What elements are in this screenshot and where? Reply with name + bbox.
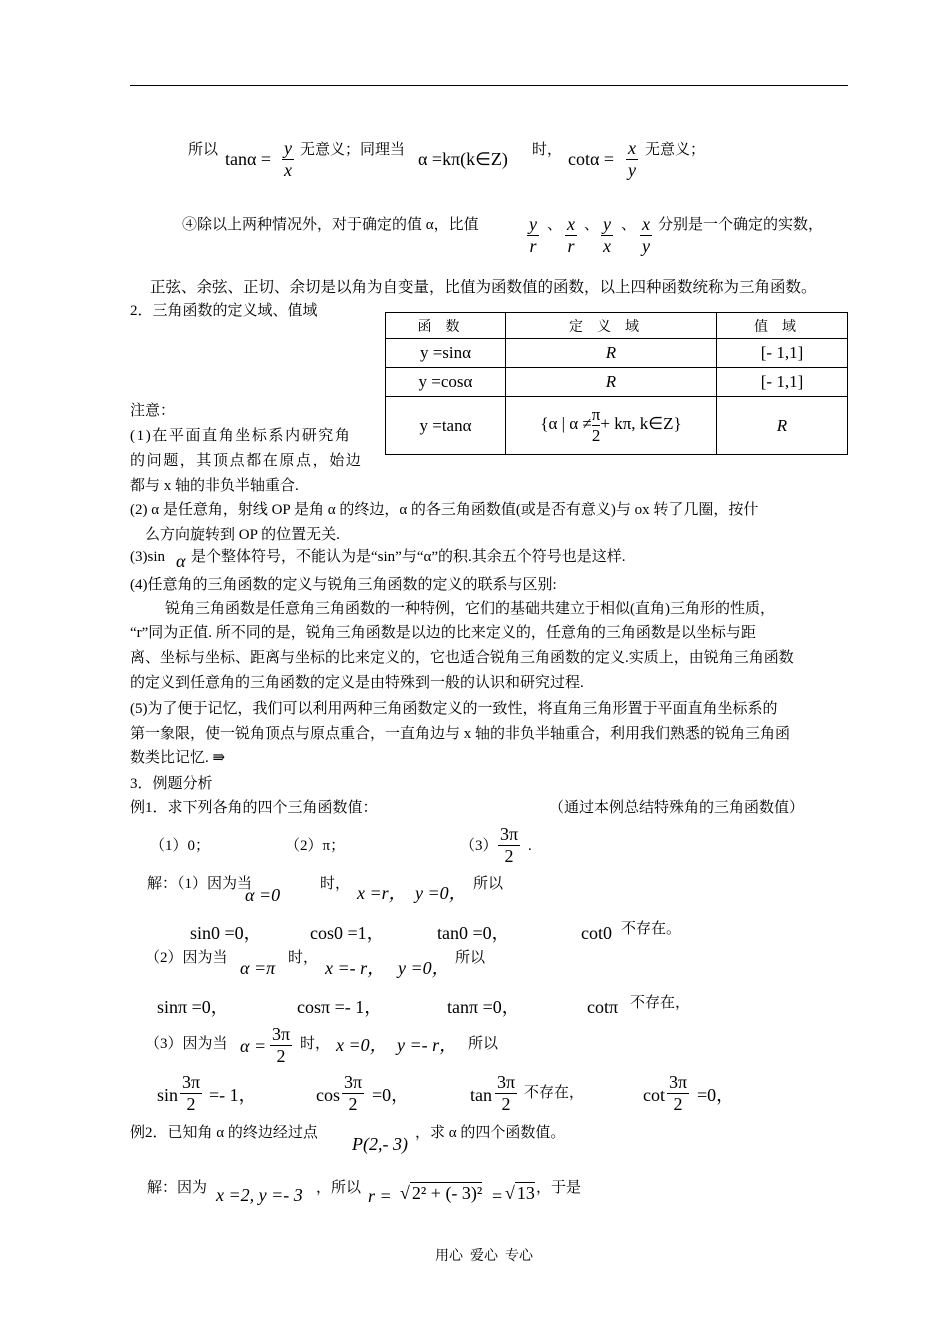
math: cosπ =- 1， bbox=[297, 997, 383, 1017]
fraction bbox=[640, 214, 652, 256]
table-header: 值域 bbox=[717, 313, 848, 339]
summary: 正弦、余弦、正切、余切是以角为自变量，比值为函数值的函数，以上四种函数统称为三角函数。 bbox=[150, 279, 817, 296]
denominator: y bbox=[628, 159, 636, 180]
range-cell: [- 1,1] bbox=[717, 339, 848, 368]
math: sin0 =0， bbox=[190, 923, 262, 943]
note-line: 离、坐标与坐标、距离与坐标的比来定义的，它也适合锐角三角函数的定义.实质上，由锐角三角函数 bbox=[130, 650, 794, 666]
text: 分别是一个确定的实数， bbox=[658, 217, 824, 233]
math: y =- r， bbox=[397, 1035, 458, 1055]
text: 时， bbox=[300, 1036, 331, 1052]
denominator: r bbox=[529, 235, 537, 256]
math: α = bbox=[240, 1036, 267, 1056]
radical: √ 13 bbox=[505, 1183, 535, 1203]
text: 时， bbox=[288, 950, 319, 966]
note-line: 锐角三角函数是任意角三角函数的一种特例，它们的基础共建立于相似(直角)三角形的性质， bbox=[165, 601, 775, 617]
note-line: 是个整体符号，不能认为是“sin”与“α”的积.其余五个符号也是这样. bbox=[191, 549, 626, 565]
text: 解：（1）因为当 bbox=[147, 876, 253, 892]
header-rule bbox=[130, 85, 848, 86]
footer: 用心 爱心 专心 bbox=[435, 1249, 533, 1264]
note-line: 都与 x 轴的非负半轴重合. bbox=[130, 478, 299, 494]
note-title: 注意： bbox=[130, 403, 176, 419]
math: x =- r， bbox=[325, 958, 386, 978]
numerator: y bbox=[284, 138, 292, 158]
text: 解：因为 bbox=[147, 1180, 208, 1196]
text: ④除以上两种情况外，对于确定的值 α，比值 bbox=[182, 217, 479, 233]
note-line: 的定义到任意角的三角函数的定义是由特殊到一般的认识和研究过程. bbox=[130, 675, 584, 691]
numerator: 3π bbox=[182, 1072, 201, 1092]
section-heading: 3．例题分析 bbox=[130, 776, 213, 792]
denominator: 2 bbox=[186, 1093, 196, 1114]
math-alpha: α =kπ(k∈Z) bbox=[418, 149, 508, 169]
math: cotπ bbox=[587, 997, 619, 1017]
table-header: 函数 bbox=[386, 313, 506, 339]
domain-text: {α | α ≠ bbox=[540, 414, 592, 434]
function-cell: y =sinα bbox=[386, 339, 506, 368]
domain-cell bbox=[506, 397, 717, 455]
part: （3） bbox=[460, 838, 498, 854]
fraction bbox=[342, 1072, 364, 1114]
note-line: (1)在平面直角坐标系内研究角 bbox=[130, 428, 352, 444]
text: 不存在， bbox=[630, 995, 691, 1011]
numerator: y bbox=[603, 214, 611, 234]
example-title: 例2．已知角 α 的终边经过点 bbox=[130, 1125, 318, 1141]
text: 时， bbox=[532, 142, 563, 158]
example-note: （通过本例总结特殊角的三角函数值） bbox=[549, 800, 805, 816]
fraction bbox=[626, 138, 638, 180]
denominator: 2 bbox=[348, 1093, 358, 1114]
note-line: 第一象限，使一锐角顶点与原点重合，一直角边与 x 轴的非负半轴重合，利用我们熟悉的锐角三角函 bbox=[130, 726, 791, 742]
math: y =0， bbox=[398, 958, 450, 978]
fraction bbox=[667, 1072, 689, 1114]
math: cot bbox=[643, 1085, 665, 1105]
note-line: “r”同为正值. 所不同的是，锐角三角函数是以边的比来定义的，任意角的三角函数是以坐标与距 bbox=[130, 625, 756, 641]
numerator: 3π bbox=[500, 824, 519, 844]
denominator: 2 bbox=[504, 845, 514, 866]
table-header: 定义域 bbox=[506, 313, 717, 339]
denominator: x bbox=[284, 159, 292, 180]
math: tan bbox=[470, 1085, 492, 1105]
numerator: x bbox=[642, 214, 650, 234]
domain-range-table bbox=[385, 312, 848, 455]
denominator: y bbox=[642, 235, 650, 256]
text: （3）因为当 bbox=[145, 1036, 228, 1052]
note-sym: (3)sin bbox=[130, 549, 165, 565]
denominator: 2 bbox=[673, 1093, 683, 1114]
math: = bbox=[492, 1186, 503, 1206]
math: sin bbox=[157, 1085, 179, 1105]
math: y =0， bbox=[415, 883, 467, 903]
fraction bbox=[270, 1024, 292, 1066]
math: cos0 =1， bbox=[310, 923, 385, 943]
text: 无意义； bbox=[645, 142, 706, 158]
fraction bbox=[498, 824, 520, 866]
math: x =2, y =- 3 bbox=[216, 1185, 303, 1205]
numerator: x bbox=[567, 214, 575, 234]
note-line: 数类比记忆. ⇛ bbox=[130, 750, 226, 766]
text: （2）因为当 bbox=[145, 950, 228, 966]
math-cot: cotα = bbox=[568, 149, 615, 169]
text: 所以 bbox=[473, 876, 504, 892]
text: . bbox=[528, 838, 532, 854]
example-title: 例1．求下列各角的四个三角函数值： bbox=[130, 800, 378, 816]
denominator: r bbox=[567, 235, 575, 256]
radicand: 13 bbox=[516, 1183, 535, 1203]
radical: √ 2² + (- 3)² bbox=[400, 1183, 483, 1203]
numerator: π bbox=[591, 405, 601, 425]
math: =0， bbox=[372, 1085, 410, 1105]
text: 无意义；同理当 bbox=[300, 142, 406, 158]
note-line: (2) α 是任意角，射线 OP 是角 α 的终边，α 的各三角函数值(或是否有意义)与 ox 转了几圈，按什 bbox=[130, 502, 759, 518]
denominator: 2 bbox=[591, 426, 601, 445]
range-cell: [- 1,1] bbox=[717, 368, 848, 397]
fraction bbox=[565, 214, 577, 256]
numerator: 3π bbox=[669, 1072, 688, 1092]
text: ，于是 bbox=[536, 1180, 582, 1196]
fraction bbox=[601, 214, 613, 256]
range-cell: R bbox=[717, 397, 848, 455]
fraction bbox=[495, 1072, 517, 1114]
math: tanπ =0， bbox=[447, 997, 520, 1017]
text: 所以 bbox=[468, 1036, 499, 1052]
text: 所以 bbox=[188, 142, 219, 158]
denominator: x bbox=[603, 235, 611, 256]
radicand: 2² + (- 3)² bbox=[411, 1183, 483, 1203]
math-tan: tanα = bbox=[225, 149, 272, 169]
note-line: (4)任意角的三角函数的定义与锐角三角函数的定义的联系与区别: bbox=[130, 577, 557, 593]
function-cell: y =cosα bbox=[386, 368, 506, 397]
domain-text: + kπ, k∈Z} bbox=[600, 414, 682, 434]
text: 不存在。 bbox=[621, 921, 682, 937]
math: x =0， bbox=[336, 1035, 388, 1055]
numerator: x bbox=[628, 138, 636, 158]
math: α =0 bbox=[245, 885, 281, 905]
numerator: y bbox=[529, 214, 537, 234]
part: （1）0； bbox=[150, 838, 211, 854]
separator: 、 bbox=[621, 217, 637, 233]
table-row bbox=[386, 397, 848, 455]
math: α =π bbox=[240, 958, 276, 978]
function-cell: y =tanα bbox=[386, 397, 506, 455]
section-heading: 2．三角函数的定义域、值域 bbox=[130, 303, 318, 319]
numerator: 3π bbox=[344, 1072, 363, 1092]
part: （2）π； bbox=[285, 838, 346, 854]
math: =- 1， bbox=[209, 1085, 257, 1105]
math: tan0 =0， bbox=[437, 923, 510, 943]
note-line: (5)为了便于记忆，我们可以利用两种三角函数定义的一致性，将直角三角形置于平面直角坐标系的 bbox=[130, 701, 778, 717]
math-point: P(2,- 3) bbox=[352, 1134, 408, 1154]
domain-cell: R bbox=[506, 339, 717, 368]
math: r = bbox=[368, 1186, 392, 1206]
text: 不存在， bbox=[524, 1085, 585, 1101]
table-row bbox=[386, 368, 848, 397]
text: ，所以 bbox=[316, 1180, 362, 1196]
math: cos bbox=[316, 1085, 340, 1105]
separator: 、 bbox=[584, 217, 600, 233]
math: =0， bbox=[697, 1085, 735, 1105]
math: sinπ =0， bbox=[157, 997, 229, 1017]
denominator: 2 bbox=[276, 1045, 286, 1066]
fraction bbox=[282, 138, 294, 180]
math: x =r， bbox=[357, 883, 407, 903]
text: ，求 α 的四个函数值。 bbox=[415, 1125, 566, 1141]
domain-cell: R bbox=[506, 368, 717, 397]
note-line: 么方向旋转到 OP 的位置无关. bbox=[145, 527, 340, 543]
text: 所以 bbox=[455, 950, 486, 966]
table-row bbox=[386, 339, 848, 368]
fraction bbox=[180, 1072, 202, 1114]
separator: 、 bbox=[547, 217, 563, 233]
fraction bbox=[527, 214, 539, 256]
alpha-symbol: α bbox=[176, 551, 186, 571]
text: 时， bbox=[320, 876, 351, 892]
denominator: 2 bbox=[501, 1093, 511, 1114]
note-line: 的问题，其顶点都在原点，始边 bbox=[130, 453, 363, 469]
numerator: 3π bbox=[497, 1072, 516, 1092]
math: cot0 bbox=[581, 923, 612, 943]
numerator: 3π bbox=[272, 1024, 291, 1044]
